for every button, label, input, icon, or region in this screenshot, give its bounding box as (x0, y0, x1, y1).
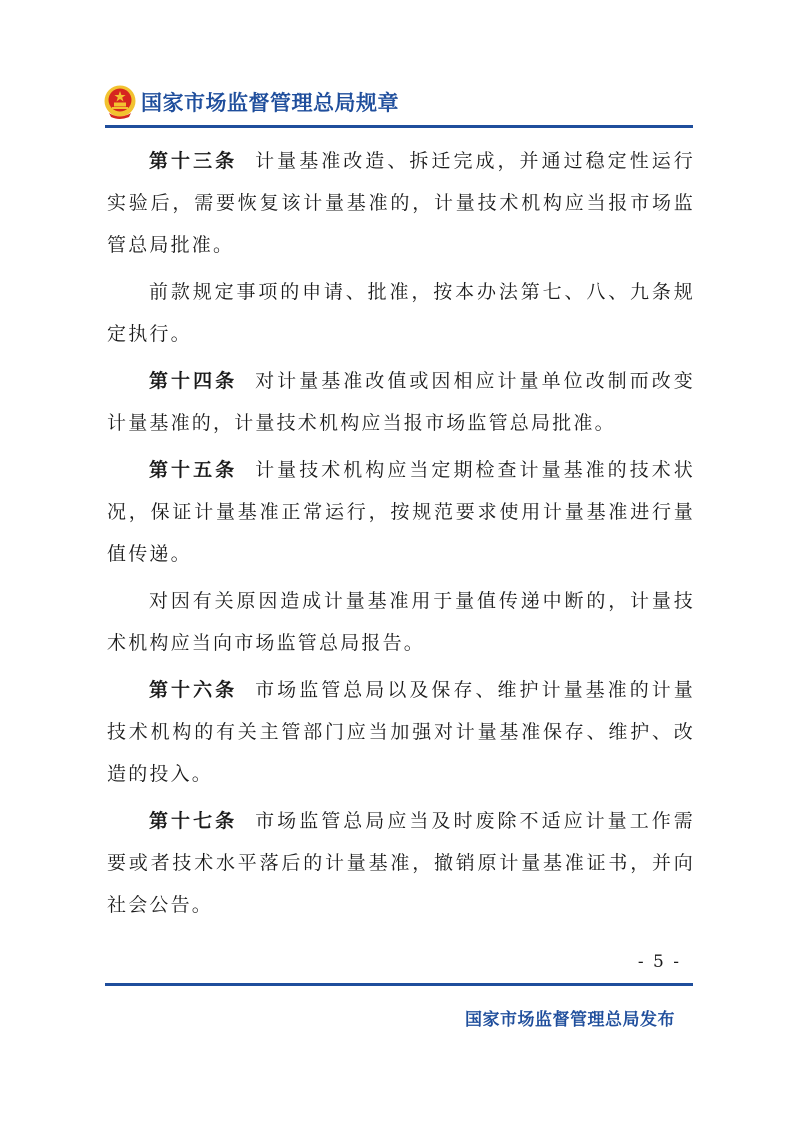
article-paragraph (107, 800, 695, 926)
paragraph (107, 580, 695, 664)
paragraph-text: 前款规定事项的申请、批准，按本办法第七、八、九条规定执行。 (107, 281, 695, 345)
article-paragraph (107, 140, 695, 266)
paragraph-text: 对因有关原因造成计量基准用于量值传递中断的，计量技术机构应当向市场监管总局报告。 (107, 590, 695, 654)
footer-publisher: 国家市场监督管理总局发布 (465, 1010, 675, 1030)
paragraph-text: 对计量基准改值或因相应计量单位改制而改变计量基准的，计量技术机构应当报市场监管总局批准。 (107, 370, 695, 434)
article-paragraph (107, 360, 695, 444)
paragraph-text: 市场监管总局以及保存、维护计量基准的计量技术机构的有关主管部门应当加强对计量基准保存、维护、改造的投入。 (107, 679, 695, 785)
document-body (107, 140, 695, 931)
header-title: 国家市场监督管理总局规章 (141, 91, 399, 115)
article-number: 第十四条 (149, 370, 238, 392)
article-number: 第十六条 (149, 679, 238, 701)
article-paragraph (107, 669, 695, 795)
paragraph-text: 市场监管总局应当及时废除不适应计量工作需要或者技术水平落后的计量基准，撤销原计量基准证书，并向社会公告。 (107, 810, 695, 916)
paragraph-text: 计量技术机构应当定期检查计量基准的技术状况，保证计量基准正常运行，按规范要求使用计量基准进行量值传递。 (107, 459, 695, 565)
footer-divider (105, 983, 693, 986)
page-number: - 5 - (637, 952, 681, 972)
article-paragraph (107, 449, 695, 575)
header-divider (105, 125, 693, 128)
document-header (103, 82, 399, 122)
article-number: 第十三条 (149, 150, 238, 172)
paragraph-text: 计量基准改造、拆迁完成，并通过稳定性运行实验后，需要恢复该计量基准的，计量技术机构应当报市场监管总局批准。 (107, 150, 695, 256)
article-number: 第十五条 (149, 459, 238, 481)
national-emblem-icon (103, 84, 137, 120)
article-number: 第十七条 (149, 810, 238, 832)
paragraph (107, 271, 695, 355)
